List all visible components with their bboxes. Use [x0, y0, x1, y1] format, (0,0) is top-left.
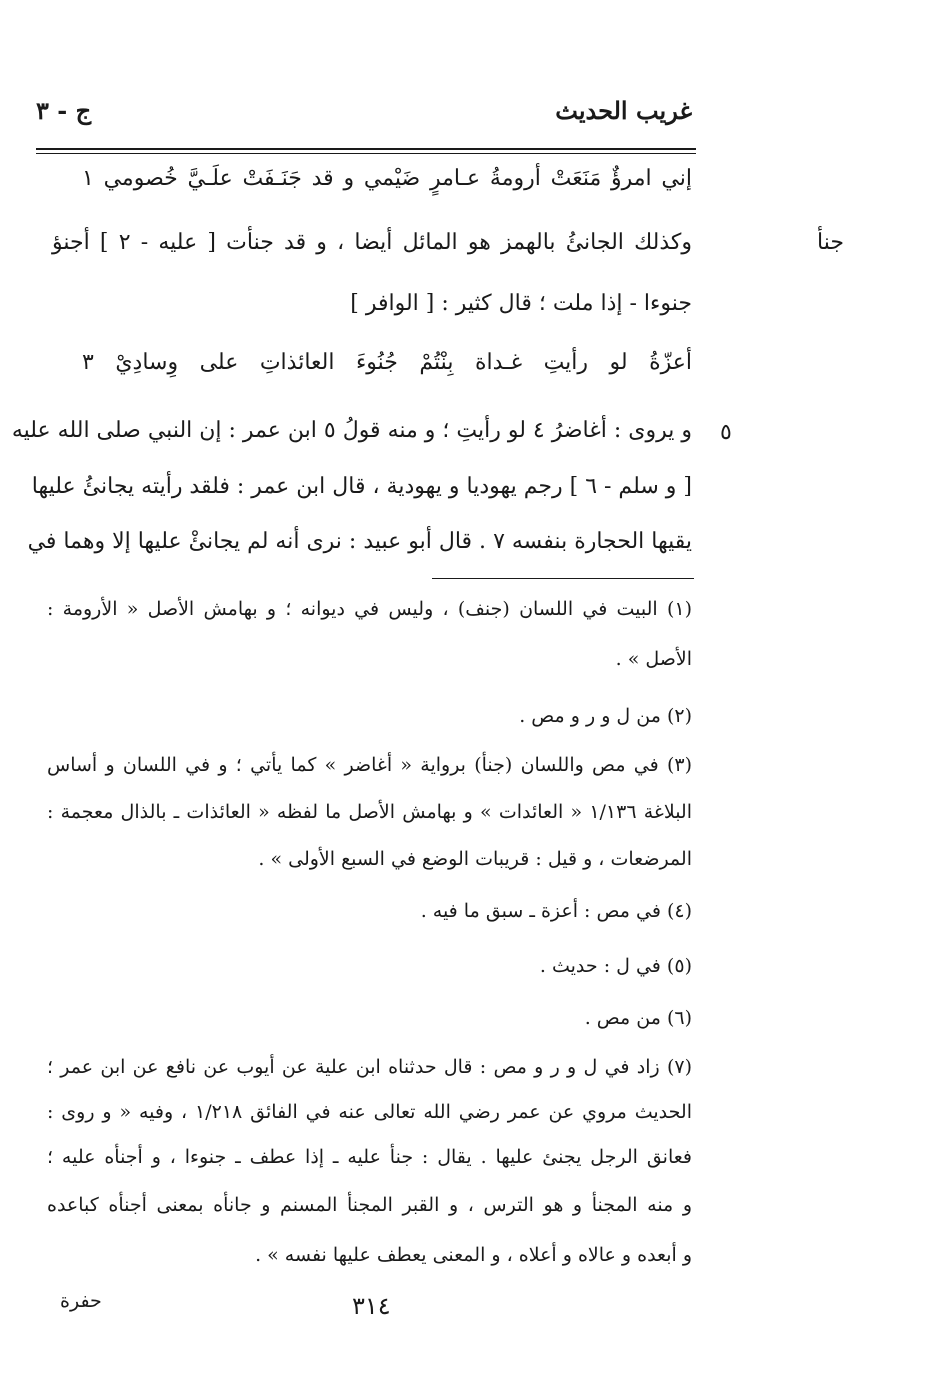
volume-indicator: ج - ٣ [36, 96, 92, 125]
page-number: ٣١٤ [352, 1292, 391, 1320]
footnote-line: (٦) من مص . [584, 1007, 692, 1029]
catchword: حفرة [60, 1290, 102, 1312]
body-line: جنوءا - إذا ملت ؛ قال كثير : [ الوافر ] [350, 291, 692, 316]
body-line: وكذلك الجانئُ بالهمز هو المائل أيضا ، و قد جنأت [ عليه - ٢ ] أجنؤ [52, 230, 692, 255]
footnote-line: و منه المجنأ و هو الترس ، و القبر المجنأ المسنم و جانأه بمعنى أجنأه كباعده [47, 1194, 692, 1216]
body-line: يقيها الحجارة بنفسه ٧ . قال أبو عبيد : نرى أنه لم يجانئْ عليها إلا وهما في [27, 529, 692, 554]
footnote-line: (١) البيت في اللسان (جنف) ، وليس في ديوانه ؛ و بهامش الأصل « الأرومة : [47, 598, 692, 620]
footnote-line: و أبعده و عالاه و أعلاه ، و المعنى يعطف عليها نفسه » . [255, 1244, 692, 1266]
margin-line-number: ٥ [720, 420, 732, 445]
header-rule [36, 148, 696, 150]
footnote-line: الحديث مروي عن عمر رضي الله تعالى عنه في الفائق ١/٢١٨ ، وفيه « و روى : [47, 1101, 692, 1123]
body-line: [ و سلم - ٦ ] رجم يهوديا و يهودية ، قال ابن عمر : فلقد رأيته يجانئُ عليها [31, 474, 692, 499]
margin-headword: جنأ [817, 230, 844, 255]
footnote-line: (٤) في مص : أعزة ـ سبق ما فيه . [420, 900, 692, 922]
footnote-line: البلاغة ١/١٣٦ « العائدات » و بهامش الأصل ما لفظه « العائذات ـ بالذال معجمة : [47, 801, 692, 823]
footnote-line: فعانق الرجل يجنئ عليها . يقال : جنأ عليه ـ إذا عطف ـ جنوءا ، و أجنأه عليه ؛ [47, 1146, 692, 1168]
footnote-separator [432, 578, 694, 579]
footnote-line: (٥) في ل : حديث . [539, 955, 692, 977]
body-line: و يروى : أغاضرُ ٤ لو رأيتِ ؛ و منه قولُ ٥ ابن عمر : إن النبي صلى الله عليه [11, 418, 692, 443]
footnote-line: (٢) من ل و ر و مص . [519, 705, 692, 727]
footnote-line: الأصل » . [615, 648, 692, 670]
poem-verse: أعزّةُ لو رأيتِ غـداة بِنْتُمْ جُنُوءَ العائذاتِ على وِسادِيْ ٣ [82, 350, 692, 375]
footnote-line: (٧) زاد في ل و ر و مص : قال حدثناه ابن علية عن أيوب عن نافع عن ابن عمر ؛ [47, 1056, 692, 1078]
running-title: غريب الحديث [555, 96, 692, 125]
footnote-line: (٣) في مص واللسان (جنأ) برواية « أغاضر » كما يأتي ؛ و في اللسان و أساس [47, 754, 692, 776]
poem-verse: إني امرؤٌ مَنَعَتْ أرومةُ عـامرٍ ضَيْمي و قد جَنَـفَتْ علَـيَّ خُصومي ١ [82, 166, 692, 191]
footnote-line: المرضعات ، و قيل : قريبات الوضع في السبع الأولى » . [258, 848, 692, 870]
header-rule-thin [36, 153, 696, 154]
